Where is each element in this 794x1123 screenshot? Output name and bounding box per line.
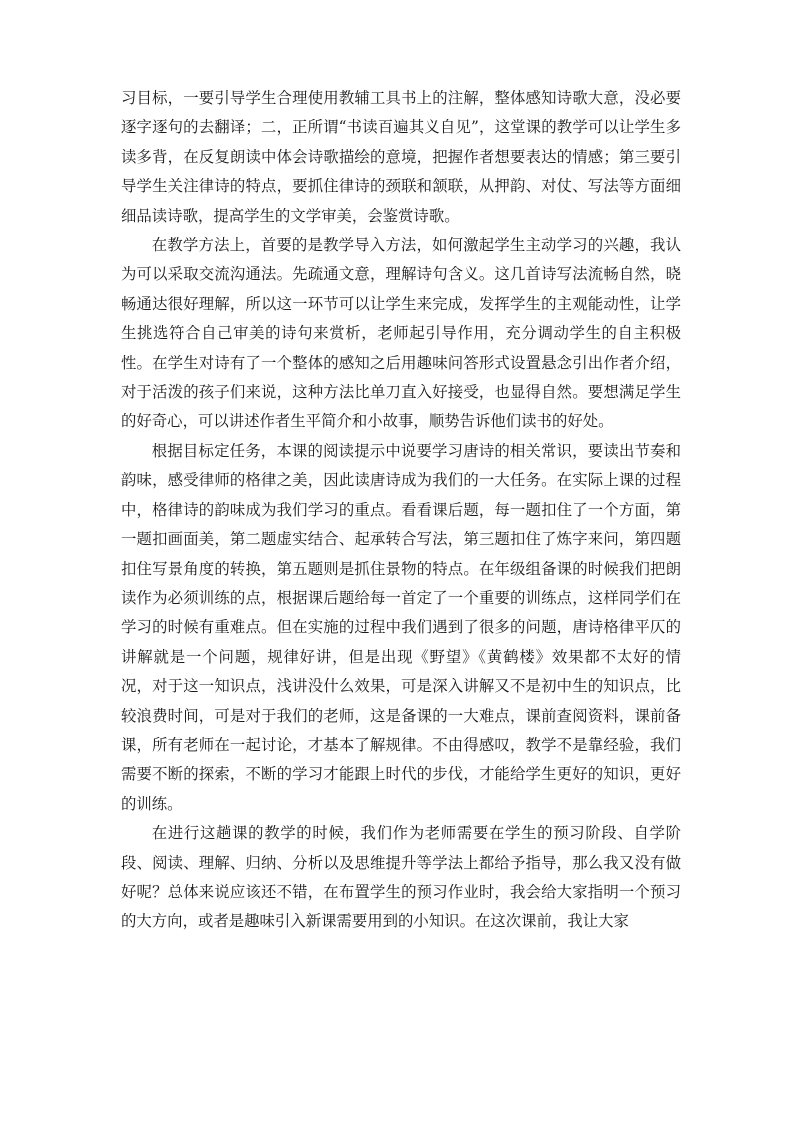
paragraph-1: 习目标，一要引导学生合理使用教辅工具书上的注解，整体感知诗歌大意，没必要逐字逐句的去翻译；二，正所谓“书读百遍其义自见”，这堂课的教学可以让学生多读多背，在反复朗读中体会诗歌描绘的意境，把握作者想要表达的情感；第三要引导学生关注律诗的特点，要抓住律诗的颈联和颔联，从押韵、对仗、写法等方面细细品读诗歌，提高学生的文学审美，会鉴赏诗歌。 [121, 89, 681, 225]
paragraph-4: 在进行这趟课的教学的时候，我们作为老师需要在学生的预习阶段、自学阶段、阅读、理解、归纳、分析以及思维提升等学法上都给予指导，那么我又没有做好呢？总体来说应该还不错，在布置学生的预习作业时，我会给大家指明一个预习的大方向，或者是趣味引入新课需要用到的小知识。在这次课前，我让大家 [121, 824, 681, 931]
document-body [121, 84, 681, 937]
paragraph-3: 根据目标定任务，本课的阅读提示中说要学习唐诗的相关常识，要读出节奏和韵味，感受律师的格律之美，因此读唐诗成为我们的一大任务。在实际上课的过程中，格律诗的韵味成为我们学习的重点。看看课后题，每一题扣住了一个方面，第一题扣画面美，第二题虚实结合、起承转合写法，第三题扣住了炼字来问，第四题扣住写景角度的转换，第五题则是抓住景物的特点。在年级组备课的时候我们把朗读作为必须训练的点，根据课后题给每一首定了一个重要的训练点，这样同学们在学习的时候有重难点。但在实施的过程中我们遇到了很多的问题，唐诗格律平仄的讲解就是一个问题，规律好讲，但是出现《野望》《黄鹤楼》效果都不太好的情况，对于这一知识点，浅讲没什么效果，可是深入讲解又不是初中生的知识点，比较浪费时间，可是对于我们的老师，这是备课的一大难点，课前查阅资料，课前备课，所有老师在一起讨论，才基本了解规律。不由得感叹，教学不是靠经验，我们需要不断的探索，不断的学习才能跟上时代的步伐，才能给学生更好的知识，更好的训练。 [121, 441, 681, 813]
paragraph-2: 在教学方法上，首要的是教学导入方法，如何激起学生主动学习的兴趣，我认为可以采取交流沟通法。先疏通文意，理解诗句含义。这几首诗写法流畅自然，晓畅通达很好理解，所以这一环节可以让学生来完成，发挥学生的主观能动性，让学生挑选符合自己审美的诗句来赏析，老师起引导作用，充分调动学生的自主积极性。在学生对诗有了一个整体的感知之后用趣味问答形式设置悬念引出作者介绍，对于活泼的孩子们来说，这种方法比单刀直入好接受，也显得自然。要想满足学生的好奇心，可以讲述作者生平简介和小故事，顺势告诉他们读书的好处。 [121, 236, 681, 431]
